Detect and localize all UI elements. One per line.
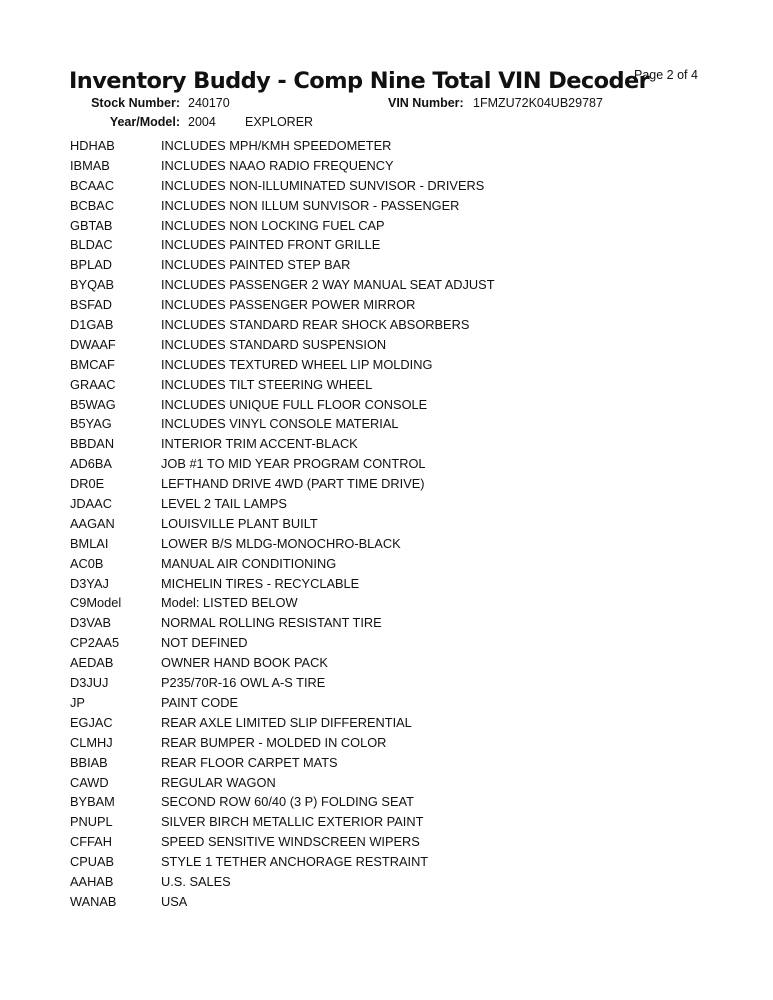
option-description: INCLUDES STANDARD SUSPENSION bbox=[161, 336, 387, 352]
option-code: GBTAB bbox=[70, 217, 113, 233]
option-description: Model: LISTED BELOW bbox=[161, 595, 298, 611]
option-description: STYLE 1 TETHER ANCHORAGE RESTRAINT bbox=[161, 854, 429, 870]
option-description: JOB #1 TO MID YEAR PROGRAM CONTROL bbox=[161, 456, 426, 472]
option-code: BYBAM bbox=[70, 794, 115, 810]
option-description: INCLUDES PASSENGER 2 WAY MANUAL SEAT ADJUST bbox=[161, 277, 495, 293]
year-value: 2004 bbox=[188, 115, 216, 129]
option-code: DWAAF bbox=[70, 336, 116, 352]
option-description: LEVEL 2 TAIL LAMPS bbox=[161, 496, 287, 512]
option-description: INCLUDES PAINTED FRONT GRILLE bbox=[161, 237, 381, 253]
option-code: AAHAB bbox=[70, 873, 114, 889]
option-code: AEDAB bbox=[70, 655, 114, 671]
option-code: BLDAC bbox=[70, 237, 113, 253]
option-description: MICHELIN TIRES - RECYCLABLE bbox=[161, 575, 360, 591]
option-code: D3VAB bbox=[70, 615, 112, 631]
option-description: INCLUDES PAINTED STEP BAR bbox=[161, 257, 351, 273]
option-code: AAGAN bbox=[70, 515, 115, 531]
option-code: JP bbox=[70, 694, 85, 710]
option-description: INCLUDES NON-ILLUMINATED SUNVISOR - DRIVERS bbox=[161, 177, 485, 193]
option-description: NORMAL ROLLING RESISTANT TIRE bbox=[161, 615, 382, 631]
option-description: INCLUDES NON ILLUM SUNVISOR - PASSENGER bbox=[161, 197, 460, 213]
option-code: B5YAG bbox=[70, 416, 112, 432]
option-code: PNUPL bbox=[70, 814, 113, 830]
option-code: EGJAC bbox=[70, 714, 113, 730]
option-code: BMLAI bbox=[70, 535, 109, 551]
option-description: INCLUDES TEXTURED WHEEL LIP MOLDING bbox=[161, 356, 433, 372]
option-code: HDHAB bbox=[70, 138, 115, 153]
option-code: BSFAD bbox=[70, 297, 112, 313]
option-description: INCLUDES TILT STEERING WHEEL bbox=[161, 376, 373, 392]
document-title: Inventory Buddy - Comp Nine Total VIN Decoder bbox=[69, 68, 650, 94]
option-code: D1GAB bbox=[70, 317, 114, 333]
option-description: INCLUDES PASSENGER POWER MIRROR bbox=[161, 297, 416, 313]
option-description: LOWER B/S MLDG-MONOCHRO-BLACK bbox=[161, 535, 401, 551]
option-description: INCLUDES STANDARD REAR SHOCK ABSORBERS bbox=[161, 317, 470, 333]
option-code: AC0B bbox=[70, 555, 104, 571]
option-description: INCLUDES MPH/KMH SPEEDOMETER bbox=[161, 138, 392, 153]
option-description: SPEED SENSITIVE WINDSCREEN WIPERS bbox=[161, 834, 420, 850]
option-description: U.S. SALES bbox=[161, 873, 231, 889]
option-description: LEFTHAND DRIVE 4WD (PART TIME DRIVE) bbox=[161, 476, 425, 492]
option-description: INCLUDES NAAO RADIO FREQUENCY bbox=[161, 157, 394, 173]
option-description: REGULAR WAGON bbox=[161, 774, 276, 790]
option-description: MANUAL AIR CONDITIONING bbox=[161, 555, 337, 571]
option-code: CPUAB bbox=[70, 854, 115, 870]
stock-number-value: 240170 bbox=[188, 96, 230, 110]
option-description: P235/70R-16 OWL A-S TIRE bbox=[161, 675, 326, 691]
stock-number-label: Stock Number: bbox=[91, 96, 180, 110]
option-description: LOUISVILLE PLANT BUILT bbox=[161, 515, 318, 531]
option-description: INCLUDES VINYL CONSOLE MATERIAL bbox=[161, 416, 399, 432]
option-code: BMCAF bbox=[70, 356, 115, 372]
option-code: AD6BA bbox=[70, 456, 112, 472]
option-code: GRAAC bbox=[70, 376, 116, 392]
option-code: JDAAC bbox=[70, 496, 112, 512]
option-description: SILVER BIRCH METALLIC EXTERIOR PAINT bbox=[161, 814, 424, 830]
model-value: EXPLORER bbox=[245, 115, 314, 129]
vin-number-value: 1FMZU72K04UB29787 bbox=[473, 96, 603, 110]
option-code: BBIAB bbox=[70, 754, 108, 770]
option-code: CAWD bbox=[70, 774, 109, 790]
option-description: PAINT CODE bbox=[161, 694, 239, 710]
option-code: C9Model bbox=[70, 595, 122, 611]
option-description: REAR FLOOR CARPET MATS bbox=[161, 754, 338, 770]
option-code: CFFAH bbox=[70, 834, 112, 850]
option-description: OWNER HAND BOOK PACK bbox=[161, 655, 328, 671]
option-description: REAR AXLE LIMITED SLIP DIFFERENTIAL bbox=[161, 714, 412, 730]
option-description: NOT DEFINED bbox=[161, 635, 248, 651]
option-code: BYQAB bbox=[70, 277, 115, 293]
option-code: IBMAB bbox=[70, 157, 110, 173]
option-code: CLMHJ bbox=[70, 734, 113, 750]
option-description: INTERIOR TRIM ACCENT-BLACK bbox=[161, 436, 358, 452]
option-description: SECOND ROW 60/40 (3 P) FOLDING SEAT bbox=[161, 794, 414, 810]
option-code: D3JUJ bbox=[70, 675, 109, 691]
year-model-label: Year/Model: bbox=[109, 115, 180, 129]
option-code: CP2AA5 bbox=[70, 635, 120, 651]
option-code: BCAAC bbox=[70, 177, 115, 193]
option-code: B5WAG bbox=[70, 396, 116, 412]
option-code: BBDAN bbox=[70, 436, 115, 452]
option-description: REAR BUMPER - MOLDED IN COLOR bbox=[161, 734, 387, 750]
page-number: Page 2 of 4 bbox=[634, 68, 698, 82]
option-code: BPLAD bbox=[70, 257, 112, 273]
option-code: WANAB bbox=[70, 893, 117, 909]
option-code: D3YAJ bbox=[70, 575, 109, 591]
option-code: DR0E bbox=[70, 476, 105, 492]
vin-number-label: VIN Number: bbox=[388, 96, 464, 110]
option-description: USA bbox=[161, 893, 188, 909]
option-code: BCBAC bbox=[70, 197, 115, 213]
option-description: INCLUDES UNIQUE FULL FLOOR CONSOLE bbox=[161, 396, 428, 412]
option-description: INCLUDES NON LOCKING FUEL CAP bbox=[161, 217, 385, 233]
